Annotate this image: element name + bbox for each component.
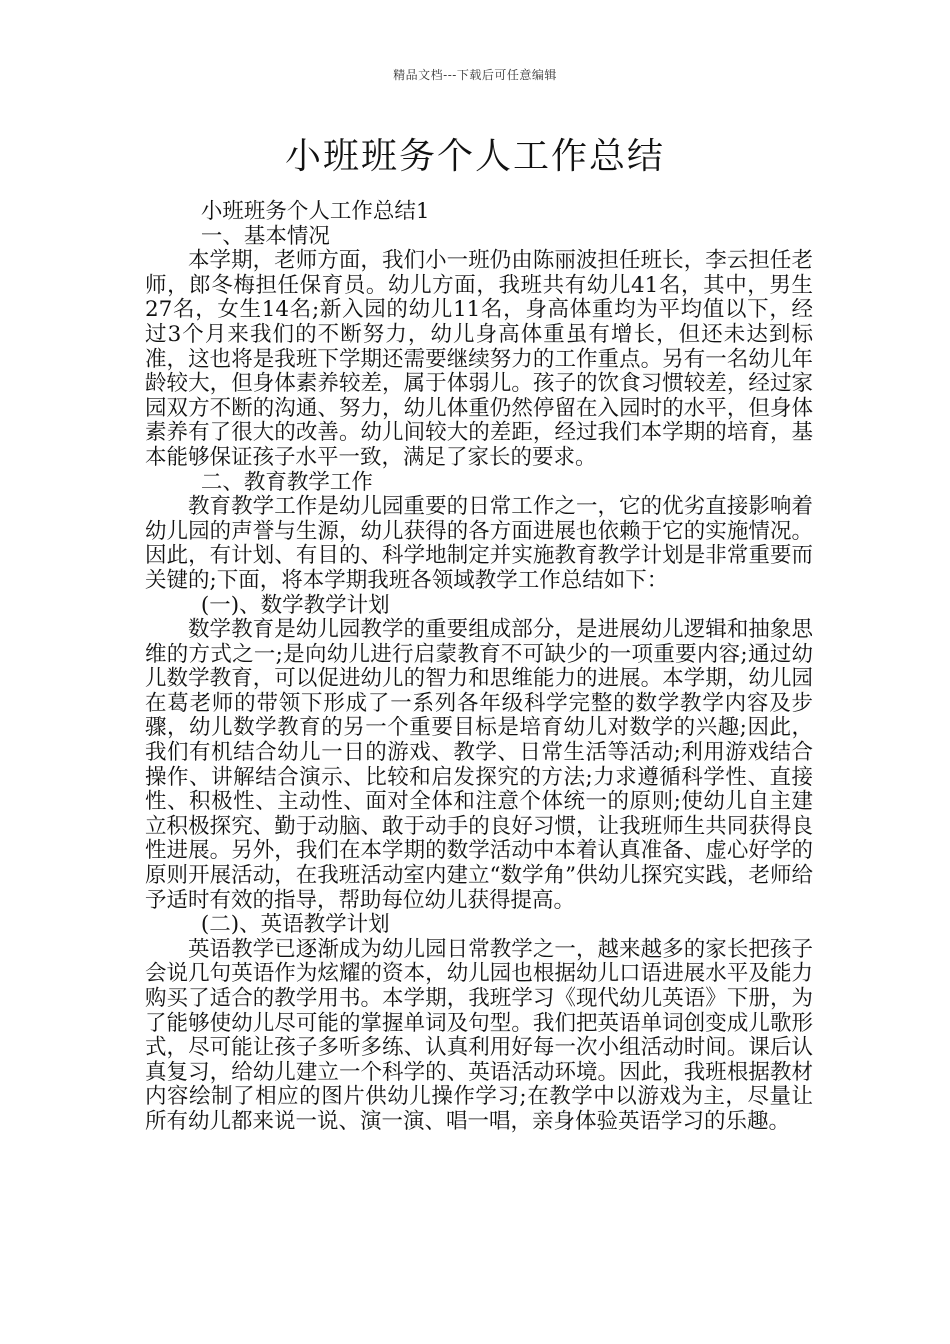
document-body (145, 200, 813, 1135)
paragraph: 英语教学已逐渐成为幼儿园日常教学之一，越来越多的家长把孩子会说几句英语作为炫耀的资本，幼儿园也根据幼儿口语进展水平及能力购买了适合的教学用书。本学期，我班学习《现代幼儿英语》下册，为了能够使幼儿尽可能的掌握单词及句型。我们把英语单词创变成儿歌形式，尽可能让孩子多听多练、认真利用好每一次小组活动时间。课后认真复习，给幼儿建立一个科学的、英语活动环境。因此，我班根据教材内容绘制了相应的图片供幼儿操作学习;在教学中以游戏为主，尽量让所有幼儿都来说一说、演一演、唱一唱，亲身体验英语学习的乐趣。 (145, 936, 813, 1134)
document-title: 小班班务个人工作总结 (284, 136, 665, 177)
section-heading: 二、教育教学工作 (200, 469, 373, 495)
paragraph: 数学教育是幼儿园教学的重要组成部分，是进展幼儿逻辑和抽象思维的方式之一;是向幼儿进行启蒙教育不可缺少的一项重要内容;通过幼儿数学教育，可以促进幼儿的智力和思维能力的进展。本学期，幼儿园在葛老师的带领下形成了一系列各年级科学完整的数学教学内容及步骤，幼儿数学教育的另一个重要目标是培育幼儿对数学的兴趣;因此，我们有机结合幼儿一日的游戏、教学、日常生活等活动;利用游戏结合操作、讲解结合演示、比较和启发探究的方法;力求遵循科学性、直接性、积极性、主动性、面对全体和注意个体统一的原则;使幼儿自主建立积极探究、勤于动脑、敢于动手的良好习惯，让我班师生共同获得良性进展。另外，我们在本学期的数学活动中本着认真准备、虚心好学的原则开展活动，在我班活动室内建立“数学角”供幼儿探究实践，老师给予适时有效的指导，帮助每位幼儿获得提高。 (145, 617, 813, 913)
paragraph: 本学期，老师方面，我们小一班仍由陈丽波担任班长，李云担任老师，郎冬梅担任保育员。幼儿方面，我班共有幼儿41名，其中，男生27名，女生14名;新入园的幼儿11名，身高体重均为平均值以下，经过3个月来我们的不断努力，幼儿身高体重虽有增长，但还未达到标准，这也将是我班下学期还需要继续努力的工作重点。另有一名幼儿年龄较大，但身体素养较差，属于体弱儿。孩子的饮食习惯较差，经过家园双方不断的沟通、努力，幼儿体重仍然停留在入园时的水平，但身体素养有了很大的改善。幼儿间较大的差距，经过我们本学期的培育，基本能够保证孩子水平一致，满足了家长的要求。 (145, 248, 813, 470)
header-note: 精品文档---下载后可任意编辑 (393, 68, 557, 82)
paragraph: 教育教学工作是幼儿园重要的日常工作之一，它的优劣直接影响着幼儿园的声誉与生源，幼儿获得的各方面进展也依赖于它的实施情况。因此，有计划、有目的、科学地制定并实施教育教学计划是非常重要而关键的;下面，将本学期我班各领域教学工作总结如下： (145, 494, 813, 593)
section-title: 小班班务个人工作总结1 (200, 199, 430, 224)
subsection-heading: (一)、数学教学计划 (200, 592, 390, 618)
section-heading: 一、基本情况 (200, 223, 330, 249)
subsection-heading: (二)、英语教学计划 (200, 912, 390, 938)
